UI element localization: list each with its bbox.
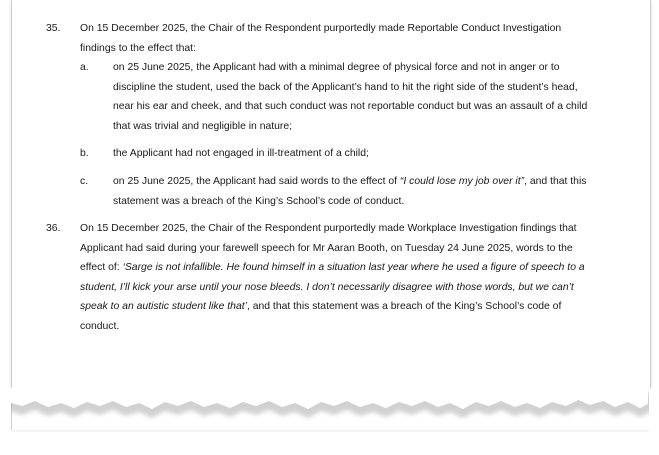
subitem-letter: c.	[80, 176, 89, 187]
text-segment: on 25 June 2025, the Applicant had said words to the effect of	[113, 176, 400, 187]
paragraph-text	[80, 219, 620, 336]
subitem-letter: b.	[80, 148, 89, 159]
text-line: On 15 December 2025, the Chair of the Respondent purportedly made Reportable Conduct Investigation	[80, 23, 562, 34]
text-segment: , and that this	[524, 176, 587, 187]
text-line: Applicant had said during your farewell speech for Mr Aaran Booth, on Tuesday 24 June 2025, words to the	[80, 242, 573, 254]
text-segment: effect of:	[80, 262, 123, 273]
text-line: findings to the effect that:	[80, 42, 196, 54]
text-line: the Applicant had not engaged in ill-treatment of a child;	[113, 148, 369, 159]
subitem-text	[113, 144, 618, 164]
subitem-text	[113, 58, 618, 136]
paragraph-number: 35.	[46, 23, 61, 34]
subitem-text	[113, 172, 618, 211]
quoted-text: ‘Sarge is not infallible. He found himself in a situation last year where he used a figure of speech to a	[122, 262, 585, 273]
quoted-text: student, I’ll kick your arse until your nose bleeds. I don’t necessarily disagree with those words, but we can’t	[80, 281, 574, 293]
quoted-text: “I could lose my job over it”	[399, 176, 525, 187]
torn-page-edge	[0, 388, 659, 455]
text-line: statement was a breach of the King’s School’s code of conduct.	[113, 195, 405, 207]
subitem-letter: a.	[80, 62, 89, 73]
text-line	[113, 172, 618, 192]
text-line	[80, 278, 620, 298]
text-line: discipline the student, used the back of the Applicant’s hand to hit the right side of the student’s head,	[113, 81, 578, 93]
text-segment: , and that this statement was a breach of the King’s School’s code of	[246, 301, 562, 312]
text-line: on 25 June 2025, the Applicant had with a minimal degree of physical force and not in anger or to	[113, 62, 560, 73]
paragraph-text	[80, 19, 620, 58]
text-line: conduct.	[80, 320, 120, 332]
paragraph-number: 36.	[46, 223, 61, 234]
text-line: On 15 December 2025, the Chair of the Respondent purportedly made Workplace Investigation findings that	[80, 223, 577, 234]
text-line	[80, 297, 620, 317]
quoted-text: speak to an autistic student like that’	[80, 301, 247, 312]
text-line: that was trivial and negligible in nature;	[113, 120, 293, 132]
text-line: near his ear and cheek, and that such conduct was not reportable conduct but was an assault of a child	[113, 101, 588, 112]
text-line	[80, 258, 620, 278]
